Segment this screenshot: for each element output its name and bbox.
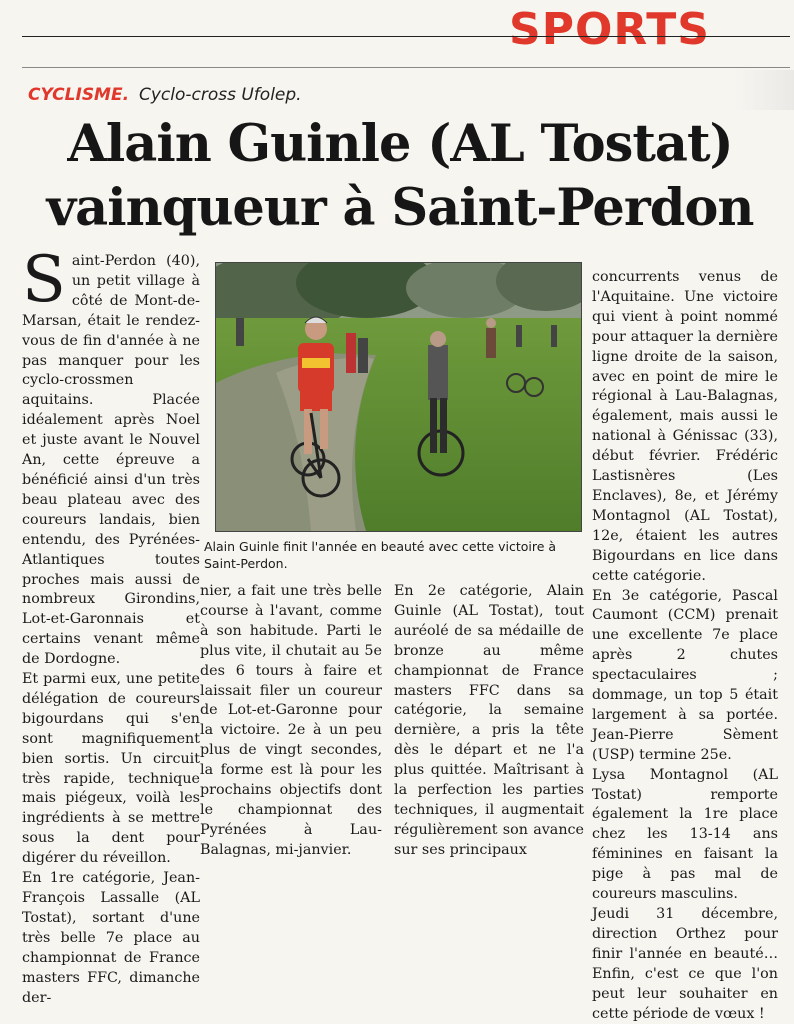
article-paragraph: nier, a fait une très belle course à l'avant, comme à son habitude. Parti le plus vite, il chutait au 5e des 6 tours à faire et laissait filer un coureur de Lot-et-Garonne pour la victoire. 2e à un peu plus de vingt secondes, la forme est là pour les prochains objectifs dont le championnat des Pyrénées à Lau-Balagnas, mi-janvier.: [200, 583, 382, 858]
article-column-3: [394, 582, 584, 861]
race-photo: [215, 262, 582, 532]
article-paragraph: Et parmi eux, une petite délégation de coureurs bigourdans qui s'en sont magnifiquement bien sortis. Un circuit très rapide, technique mais piégeux, voilà les ingrédients à se mettre sous la dent pour digérer du réveillon.: [22, 671, 200, 867]
headline-line-1: Alain Guinle (AL Tostat): [67, 114, 733, 174]
kicker-subcategory: Cyclo-cross Ufolep.: [138, 85, 302, 105]
article-paragraph: concurrents venus de l'Aquitaine. Une victoire qui vient à point nommé pour attaquer la dernière ligne droite de la saison, avec en point de mire le régional à Lau-Balagnas, également, mais aussi le national à Génissac (33), début février. Frédéric Lastisnères (Les Enclaves), 8e, et Jérémy Montagnol (AL Tostat), 12e, étaient les autres Bigourdans en lice dans cette catégorie.: [592, 269, 778, 584]
header-subrule: [22, 67, 790, 68]
headline-line-2: vainqueur à Saint-Perdon: [46, 178, 754, 238]
article-paragraph: En 2e catégorie, Alain Guinle (AL Tostat), tout auréolé de sa médaille de bronze au même championnat de France masters FFC dans sa catégorie, la semaine dernière, a pris la tête dès le départ et ne l'a plus quittée. Maîtrisant à la perfection les parties techniques, il augmentait régulièrement son avance sur ses principaux: [394, 583, 584, 858]
article-paragraph: Lysa Montagnol (AL Tostat) remporte également la 1re place chez les 13-14 ans féminines en faisant la pige à pas mal de coureurs masculins.: [592, 766, 778, 903]
kicker-category: CYCLISME.: [28, 85, 130, 105]
paragraph-text: aint-Perdon (40), un petit village à côté de Mont-de-Marsan, était le rendez-vous de fin d'année à ne pas manquer pour les cyclo-crossmen aquitains. Placée idéalement après Noel et juste avant le Nouvel An, cette épreuve a bénéficié ainsi d'un très beau plateau avec des coureurs landais, bien entendu, des Pyrénées-Atlantiques toutes proches mais aussi de nombreux Girondins, Lot-et-Garonnais et certains venant même de Dordogne.: [22, 253, 200, 668]
article-column-1: [22, 243, 200, 1008]
article-paragraph: [22, 243, 200, 670]
dropcap: S: [22, 243, 66, 317]
article-paragraph: En 1re catégorie, Jean-François Lassalle (AL Tostat), sortant d'une très belle 7e place au championnat de France masters FFC, dimanche der-: [22, 870, 200, 1006]
article-paragraph: En 3e catégorie, Pascal Caumont (CCM) prenait une excellente 7e place après 2 chutes spectaculaires ; dommage, un top 5 était largement à sa portée. Jean-Pierre Sèment (USP) termine 25e.: [592, 587, 778, 763]
headline: [20, 112, 780, 240]
kicker: [28, 85, 302, 105]
article-column-4: [592, 268, 778, 1024]
section-title: SPORTS: [509, 4, 710, 55]
header-rule: [22, 36, 790, 37]
article-column-2: [200, 582, 382, 861]
photo-caption: Alain Guinle finit l'année en beauté avec cette victoire à Saint-Perdon.: [204, 539, 557, 571]
article-paragraph: Jeudi 31 décembre, direction Orthez pour finir l'année en beauté… Enfin, c'est ce que l'on peut leur souhaiter en cette période de vœux !: [592, 906, 778, 1022]
page-bleed-shadow: [734, 70, 794, 110]
